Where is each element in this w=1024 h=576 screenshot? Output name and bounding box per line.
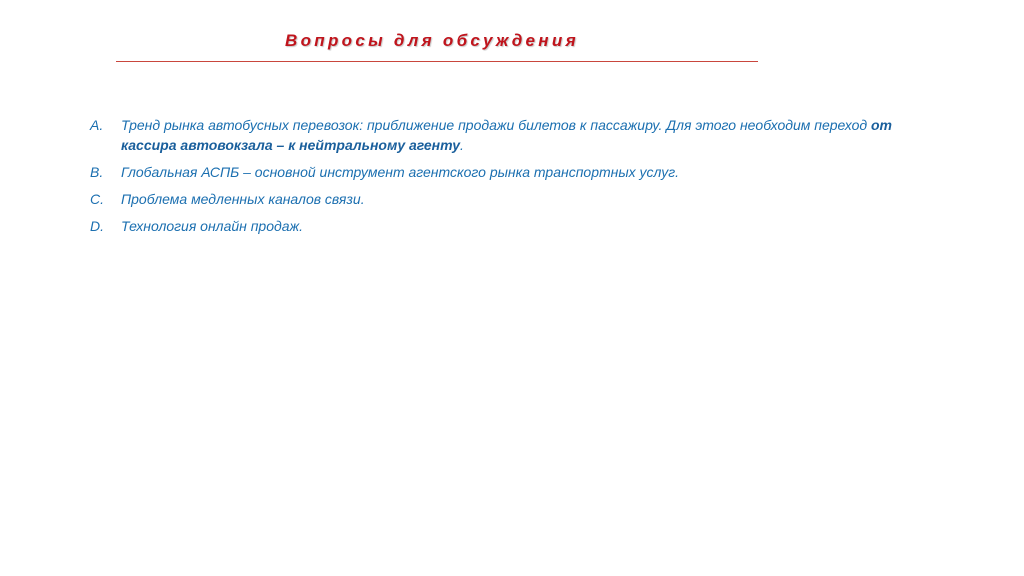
list-item bbox=[90, 216, 920, 236]
list-marker: D. bbox=[90, 218, 104, 234]
slide-title: Вопросы для обсуждения bbox=[285, 31, 579, 50]
list-item-text-after: . bbox=[460, 137, 464, 153]
list-item bbox=[90, 189, 920, 209]
title-divider bbox=[116, 61, 758, 62]
list-item-text: Глобальная АСПБ – основной инструмент агентского рынка транспортных услуг. bbox=[121, 164, 680, 180]
list-marker: C. bbox=[90, 191, 104, 207]
list-item-text-before: Тренд рынка автобусных перевозок: приближение продажи билетов к пассажиру. Для этого необходим переход bbox=[121, 117, 871, 133]
list-marker: A. bbox=[90, 117, 104, 133]
list-item bbox=[90, 115, 920, 155]
list-item-text: Проблема медленных каналов связи. bbox=[121, 191, 365, 207]
list-item bbox=[90, 162, 920, 182]
list-item-text: Технология онлайн продаж. bbox=[121, 218, 304, 234]
list-item-text bbox=[121, 115, 920, 155]
list-marker: B. bbox=[90, 164, 104, 180]
list-item-emphasis: от кассира автовокзала – к нейтральному агенту bbox=[121, 117, 892, 153]
discussion-list bbox=[90, 115, 920, 243]
